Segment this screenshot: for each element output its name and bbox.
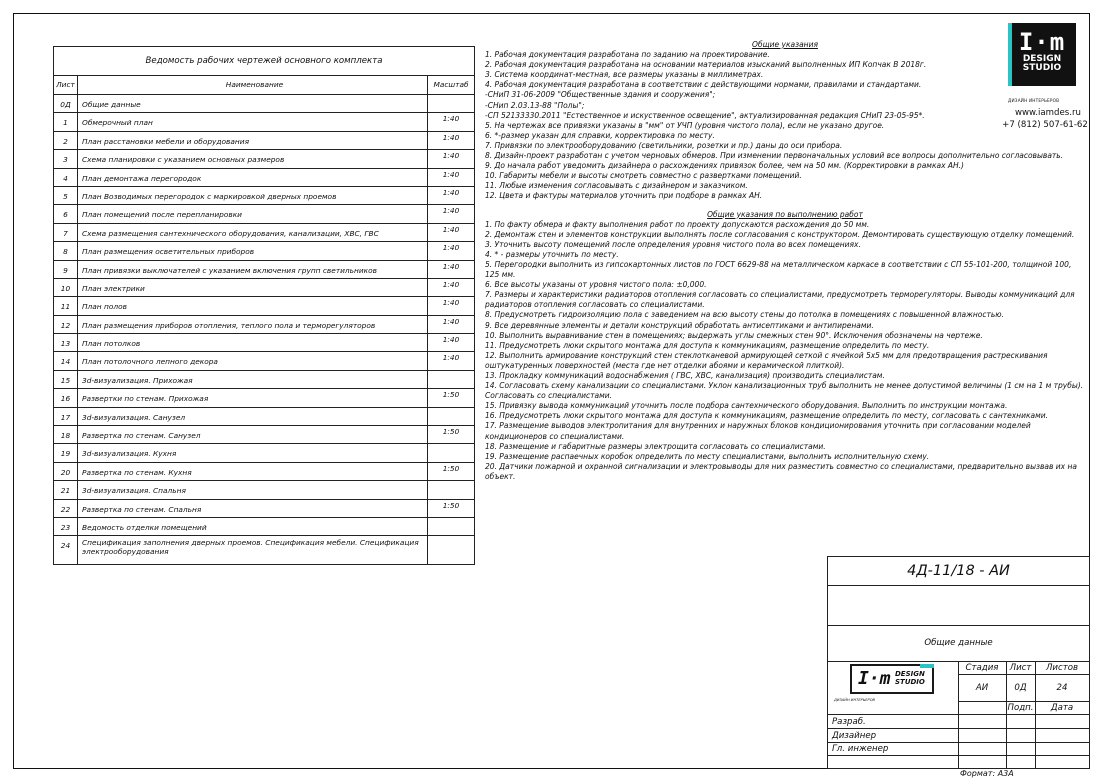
row-name: План помещений после перепланировки [78, 205, 428, 222]
note-item: 4. * - размеры уточнить по месту. [485, 249, 619, 259]
table-row [54, 279, 474, 297]
table-row [54, 536, 474, 564]
title-empty-row [828, 585, 1089, 626]
logo-mark: I·m [858, 668, 891, 689]
header-name: Наименование [78, 76, 428, 94]
row-num: 5 [54, 187, 78, 204]
row-name: План размещения осветительных приборов [78, 242, 428, 259]
table-row [54, 224, 474, 242]
row-name: Ведомость отделки помещений [78, 518, 428, 535]
table-row [54, 334, 474, 352]
note-item: 8. Дизайн-проект разработан с учетом черновых обмеров. При изменении первоначальных условий все вопросы дополнительно согласовывать. [485, 151, 1064, 161]
sheet-label: Лист [1009, 663, 1032, 673]
row-scale [428, 371, 474, 388]
row-scale [428, 536, 474, 564]
table-row [54, 481, 474, 499]
table-row [54, 150, 474, 168]
table-row [54, 242, 474, 260]
note-item: Согласовать со специалистами. [485, 391, 613, 401]
row-name: 3d-визуализация. Санузел [78, 408, 428, 425]
row-num: 2 [54, 132, 78, 149]
row-num: 9 [54, 261, 78, 278]
row-scale: 1:40 [442, 151, 460, 161]
grid-line [828, 742, 1089, 743]
row-num: 17 [54, 408, 78, 425]
header-scale: Масштаб [433, 80, 469, 89]
table-row [54, 132, 474, 150]
website-text: www.iamdes.ru [1015, 108, 1081, 118]
row-num: 12 [54, 316, 78, 333]
note-item: -СНиП 31-06-2009 "Общественные здания и сооружения"; [485, 90, 716, 100]
note-item: 18. Размещение и габаритные размеры электрощита согласовать со специалистами. [485, 441, 826, 451]
phone-text: +7 (812) 507-61-62 [1002, 120, 1088, 130]
project-code: 4Д-11/18 - АИ [828, 557, 1089, 586]
row-name: Развертка по стенам. Кухня [78, 463, 428, 480]
note-item: 20. Датчики пожарной и охранной сигнализации и электровыводы для них разместить совместно со специалистами, предварительно вызвав их на объект. [485, 461, 1077, 481]
note-item: 16. Предусмотреть люки скрытого монтажа для доступа к коммуникациям, размещение определить по месту, согласовать с сантехниками. [485, 411, 1049, 421]
row-name: Общие данные [78, 95, 428, 112]
row-scale: 1:40 [442, 279, 460, 289]
row-name: План демонтажа перегородок [78, 169, 428, 186]
row-name: План полов [78, 297, 428, 314]
row-num: 19 [54, 444, 78, 461]
note-item: 7. Привязки по электрооборудованию (светильники, розетки и пр.) даны до оси прибора. [485, 140, 843, 150]
table-row [54, 518, 474, 536]
row-num: 18 [54, 426, 78, 443]
row-name: План размещения приборов отопления, теплого пола и терморегуляторов [78, 316, 428, 333]
table-row [54, 169, 474, 187]
logo-line1: DESIGN [895, 670, 925, 678]
logo-line2: STUDIO [895, 677, 925, 686]
grid-line [828, 714, 1089, 715]
studio-logo [1008, 23, 1076, 86]
grid-line [958, 701, 1089, 702]
note-item: 6. Все высоты указаны от уровня чистого пола: ±0,000. [485, 280, 707, 290]
row-scale: 1:40 [442, 353, 460, 363]
table-row [54, 316, 474, 334]
row-scale: 1:40 [442, 206, 460, 216]
note-item: 9. Все деревянные элементы и детали конструкций обработать антисептиками и антипиренами. [485, 320, 874, 330]
note-item: 10. Выполнить выравнивание стен в помещениях; выдержать углы смежных стен 90°. Исключения обозначены на чертеже. [485, 330, 983, 340]
row-scale: 1:50 [442, 390, 460, 400]
header-num: Лист [54, 76, 78, 94]
row-num: 1 [54, 113, 78, 130]
note-item: 11. Любые изменения согласовывать с дизайнером и заказчиком. [485, 181, 748, 191]
table-row [54, 444, 474, 462]
note-item: 4. Рабочая документация разработана в соответствии с действующими нормами, правилами и стандартами. [485, 80, 922, 90]
sign-label: Подп. [1007, 703, 1034, 713]
note-item: 5. Перегородки выполнить из гипсокартонных листов по ГОСТ 6629-88 на металлическом каркасе в соответствии с СП 55-101-200, толщиной 100, 125 мм. [485, 259, 1072, 280]
role-chief-engineer: Гл. инженер [832, 744, 889, 754]
row-scale: 1:50 [442, 463, 460, 473]
row-scale: 1:40 [442, 335, 460, 345]
logo-subtitle: ДИЗАЙН ИНТЕРЬЕРОВ [1008, 98, 1060, 103]
note-item: 3. Система координат-местная, все размеры указаны в миллиметрах. [485, 70, 764, 80]
table-row [54, 297, 474, 315]
note-item: 2. Демонтаж стен и элементов конструкции выполнять после согласования с конструктором. Демонтировать существующую отделку помещений. [485, 229, 1075, 239]
table-row [54, 500, 474, 518]
row-scale: 1:50 [442, 500, 460, 510]
table-row [54, 113, 474, 131]
row-scale: 1:40 [442, 114, 460, 124]
format-label: Формат: А3А [960, 769, 1014, 778]
row-name: 3d-визуализация. Кухня [78, 444, 428, 461]
row-name: Развертки по стенам. Прихожая [78, 389, 428, 406]
table-row [54, 371, 474, 389]
row-num: 23 [54, 518, 78, 535]
row-num: 13 [54, 334, 78, 351]
sheet-title: Общие данные [828, 625, 1089, 662]
date-label: Дата [1050, 703, 1074, 713]
row-name: Развертка по стенам. Спальня [78, 500, 428, 517]
role-designer: Дизайнер [832, 731, 877, 741]
row-scale: 1:40 [442, 169, 460, 179]
title-block-logo [850, 664, 934, 694]
row-num: 10 [54, 279, 78, 296]
table-row [54, 408, 474, 426]
row-num: 20 [54, 463, 78, 480]
row-name: Обмерочный план [78, 113, 428, 130]
note-item: 13. Прокладку коммуникаций водоснабжения ( ГВС, ХВС, канализация) производить специалистам. [485, 371, 885, 380]
sheets-label: Листов [1045, 663, 1079, 673]
row-name: Схема размещения сантехнического оборудования, канализации, ХВС, ГВС [78, 224, 428, 241]
note-item: 6. *-размер указан для справки, корректировка по месту. [485, 130, 715, 140]
row-name: Развертка по стенам. Санузел [78, 426, 428, 443]
row-scale [428, 95, 474, 112]
row-scale: 1:50 [442, 427, 460, 437]
row-name: План Возводимых перегородок с маркировкой дверных проемов [78, 187, 428, 204]
note-item: 9. До начала работ уведомить дизайнера о расхождениях привязок более, чем на 50 мм. (Корректировки в рамках АН.) [485, 161, 964, 171]
general-notes-title: Общие указания [752, 40, 818, 49]
sheet-value: 0Д [1014, 683, 1027, 693]
row-num: 15 [54, 371, 78, 388]
note-item: 1. Рабочая документация разработана по заданию на проектирование. [485, 50, 770, 60]
note-item: 3. Уточнить высоту помещений после определения уровня чистого пола во всех помещениях. [485, 239, 861, 249]
row-name: 3d-визуализация. Спальня [78, 481, 428, 498]
grid-line [958, 674, 1089, 675]
note-item: 1. По факту обмера и факту выполнения работ по проекту допускаются расхождения до 50 мм. [485, 219, 870, 229]
row-num: 6 [54, 205, 78, 222]
row-name: План расстановки мебели и оборудования [78, 132, 428, 149]
row-num: 21 [54, 481, 78, 498]
stage-label: Стадия [965, 663, 999, 673]
row-scale: 1:40 [442, 132, 460, 142]
logo-line1: DESIGN [1022, 54, 1062, 64]
note-item: 7. Размеры и характеристики радиаторов отопления согласовать со специалистами, предусмотреть терморегуляторы. Выводы коммуникаций для радиаторов отопления согласовать со специалистами. [485, 290, 1075, 310]
row-scale [428, 481, 474, 498]
table-row [54, 389, 474, 407]
row-name: План потолочного лепного декора [78, 352, 428, 369]
row-num: 8 [54, 242, 78, 259]
note-item: 5. На чертежах все привязки указаны в "мм" от УЧП (уровня чистого пола), если не указано другое. [485, 120, 885, 130]
row-scale: 1:40 [442, 187, 460, 197]
row-num: 7 [54, 224, 78, 241]
title-block [827, 556, 1090, 769]
row-scale [428, 518, 474, 535]
table-row [54, 261, 474, 279]
row-name: План потолков [78, 334, 428, 351]
note-item: 11. Предусмотреть люки скрытого монтажа для доступа к коммуникациям, размещение определить по месту. [485, 340, 930, 350]
note-item: 2. Рабочая документация разработана на основании материалов изысканий выполненных ИП Копчак В 2018г. [485, 60, 927, 70]
stage-value: АИ [975, 683, 989, 693]
row-num: 14 [54, 352, 78, 369]
sheet-list-title: Ведомость рабочих чертежей основного комплекта [54, 47, 474, 76]
logo-accent [920, 664, 934, 668]
note-item: 14. Согласовать схему канализации со специалистами. Уклон канализационных труб выполнить не менее допустимой величины (1 см на 1 м трубы). [485, 381, 1084, 391]
note-item: 12. Выполнить армирование конструкций стен стеклотканевой армирующей сеткой с ячейкой 5х5 мм для предотвращения растрескивания оштукатуренных поверхностей (места где нет отделки абоями и керамической плиткой). [485, 350, 1048, 370]
table-row [54, 352, 474, 370]
table-row [54, 463, 474, 481]
logo-accent [1008, 23, 1012, 86]
row-scale: 1:40 [442, 261, 460, 271]
note-item: 19. Размещение распаечных коробок определить по месту специалистами, выполнить исполнительную схему. [485, 451, 930, 461]
note-item: -СП 52133330.2011 "Естественное и искуственное освещение", актуализированная редакция СНиП 23-05-95*. [485, 110, 925, 120]
logo-line2: STUDIO [1022, 63, 1062, 73]
logo-mark: I·m [1018, 28, 1066, 56]
table-row [54, 187, 474, 205]
sheet-list-table [53, 46, 475, 565]
row-scale [428, 408, 474, 425]
logo-subtitle: ДИЗАЙН ИНТЕРЬЕРОВ [834, 698, 876, 702]
grid-line [828, 755, 1089, 756]
row-name: Схема планировки с указанием основных размеров [78, 150, 428, 167]
row-num: 0Д [54, 95, 78, 112]
work-notes-title: Общие указания по выполнению работ [707, 209, 863, 219]
row-scale: 1:40 [442, 243, 460, 253]
note-item: 10. Габариты мебели и высоты смотреть совместно с развертками помещений. [485, 171, 802, 181]
note-item: 17. Размещение выводов электропитания для внутренних и наружных блоков кондиционирования уточнить при согласовании моделей кондиционеров со специалистами. [485, 421, 1031, 441]
row-num: 24 [54, 536, 78, 564]
role-developer: Разраб. [832, 717, 866, 727]
row-scale: 1:40 [442, 224, 460, 234]
table-header [54, 76, 474, 95]
note-item: 8. Предусмотреть гидроизоляцию пола с заведением на всю высоту стены до потолка в помещениях с повышенной влажностью. [485, 310, 1004, 320]
note-item: 15. Привязку вывода коммуникаций уточнить после подбора сантехнического оборудования. Выполнить по инструкции монтажа. [485, 401, 1008, 411]
row-num: 4 [54, 169, 78, 186]
table-row [54, 95, 474, 113]
row-num: 3 [54, 150, 78, 167]
row-num: 16 [54, 389, 78, 406]
row-scale [428, 444, 474, 461]
note-item: -СНип 2.03.13-88 "Полы"; [485, 100, 585, 110]
table-row [54, 426, 474, 444]
grid-line [828, 728, 1089, 729]
row-scale: 1:40 [442, 298, 460, 308]
row-name: План электрики [78, 279, 428, 296]
row-name: Спецификация заполнения дверных проемов. Спецификация мебели. Спецификация электрооборудования [78, 536, 428, 564]
row-num: 22 [54, 500, 78, 517]
row-num: 11 [54, 297, 78, 314]
notes-block [485, 40, 1085, 482]
row-scale: 1:40 [442, 316, 460, 326]
row-name: 3d-визуализация. Прихожая [78, 371, 428, 388]
sheets-value: 24 [1056, 683, 1068, 693]
row-name: План привязки выключателей с указанием включения групп светильников [78, 261, 428, 278]
note-item: 12. Цвета и фактуры материалов уточнить при подборе в рамках АН. [485, 191, 763, 201]
table-row [54, 205, 474, 223]
